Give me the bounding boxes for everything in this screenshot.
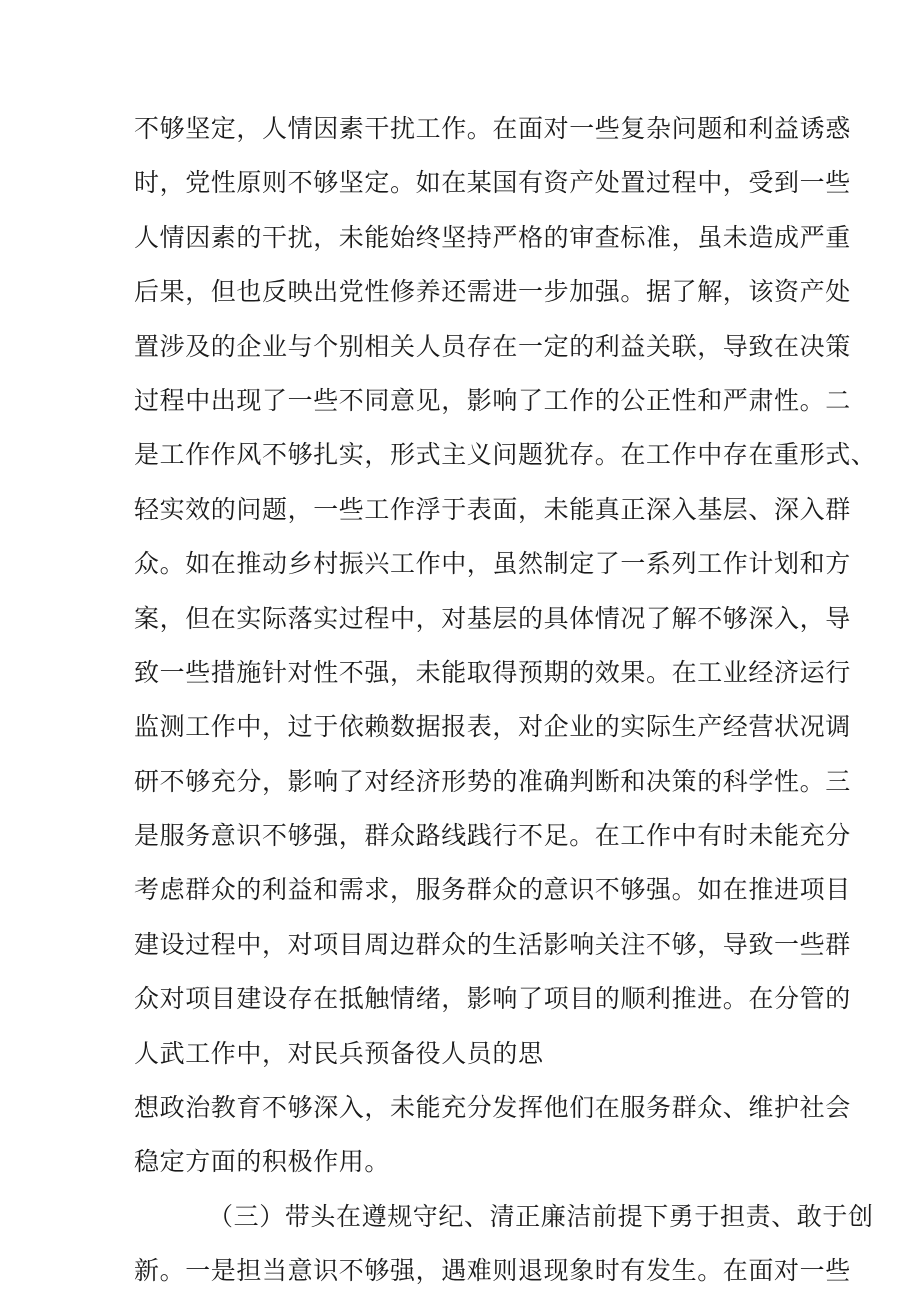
body-text	[134, 102, 877, 1299]
section-heading-line: （三）带头在遵规守纪、清正廉洁前提下勇于担责、敢于创	[208, 1201, 874, 1231]
text-line: 致一些措施针对性不强，未能取得预期的效果。在工业经济运行	[134, 657, 851, 687]
text-line: 人情因素的干扰，未能始终坚持严格的审查标准，虽未造成严重	[134, 222, 851, 252]
text-line: 置涉及的企业与个别相关人员存在一定的利益关联，导致在决策	[134, 331, 851, 361]
text-line: 轻实效的问题，一些工作浮于表面，未能真正深入基层、深入群	[134, 494, 851, 524]
text-line: 考虑群众的利益和需求，服务群众的意识不够强。如在推进项目	[134, 875, 851, 905]
text-line: 后果，但也反映出党性修养还需进一步加强。据了解，该资产处	[134, 277, 851, 307]
text-line: 是工作作风不够扎实，形式主义问题犹存。在工作中存在重形式、	[134, 440, 877, 470]
text-line: 不够坚定，人情因素干扰工作。在面对一些复杂问题和利益诱惑	[134, 114, 851, 143]
text-line: 监测工作中，过于依赖数据报表，对企业的实际生产经营状况调	[134, 712, 851, 742]
text-line: 案，但在实际落实过程中，对基层的具体情况了解不够深入，导	[134, 603, 851, 633]
text-line: 人武工作中，对民兵预备役人员的思	[134, 1038, 544, 1068]
text-line: 建设过程中，对项目周边群众的生活影响关注不够，导致一些群	[134, 929, 851, 959]
text-line: 众。如在推动乡村振兴工作中，虽然制定了一系列工作计划和方	[134, 549, 851, 579]
text-line: 新。一是担当意识不够强，遇难则退现象时有发生。在面对一些	[134, 1256, 851, 1286]
text-line: 时，党性原则不够坚定。如在某国有资产处置过程中，受到一些	[134, 168, 851, 198]
text-line: 稳定方面的积极作用。	[134, 1147, 391, 1177]
text-line: 研不够充分，影响了对经济形势的准确判断和决策的科学性。三	[134, 766, 851, 796]
text-line: 过程中出现了一些不同意见，影响了工作的公正性和严肃性。二	[134, 385, 851, 415]
text-line: 是服务意识不够强，群众路线践行不足。在工作中有时未能充分	[134, 821, 851, 851]
text-line: 想政治教育不够深入，未能充分发挥他们在服务群众、维护社会	[134, 1093, 851, 1123]
text-line: 众对项目建设存在抵触情绪，影响了项目的顺利推进。在分管的	[134, 984, 851, 1014]
